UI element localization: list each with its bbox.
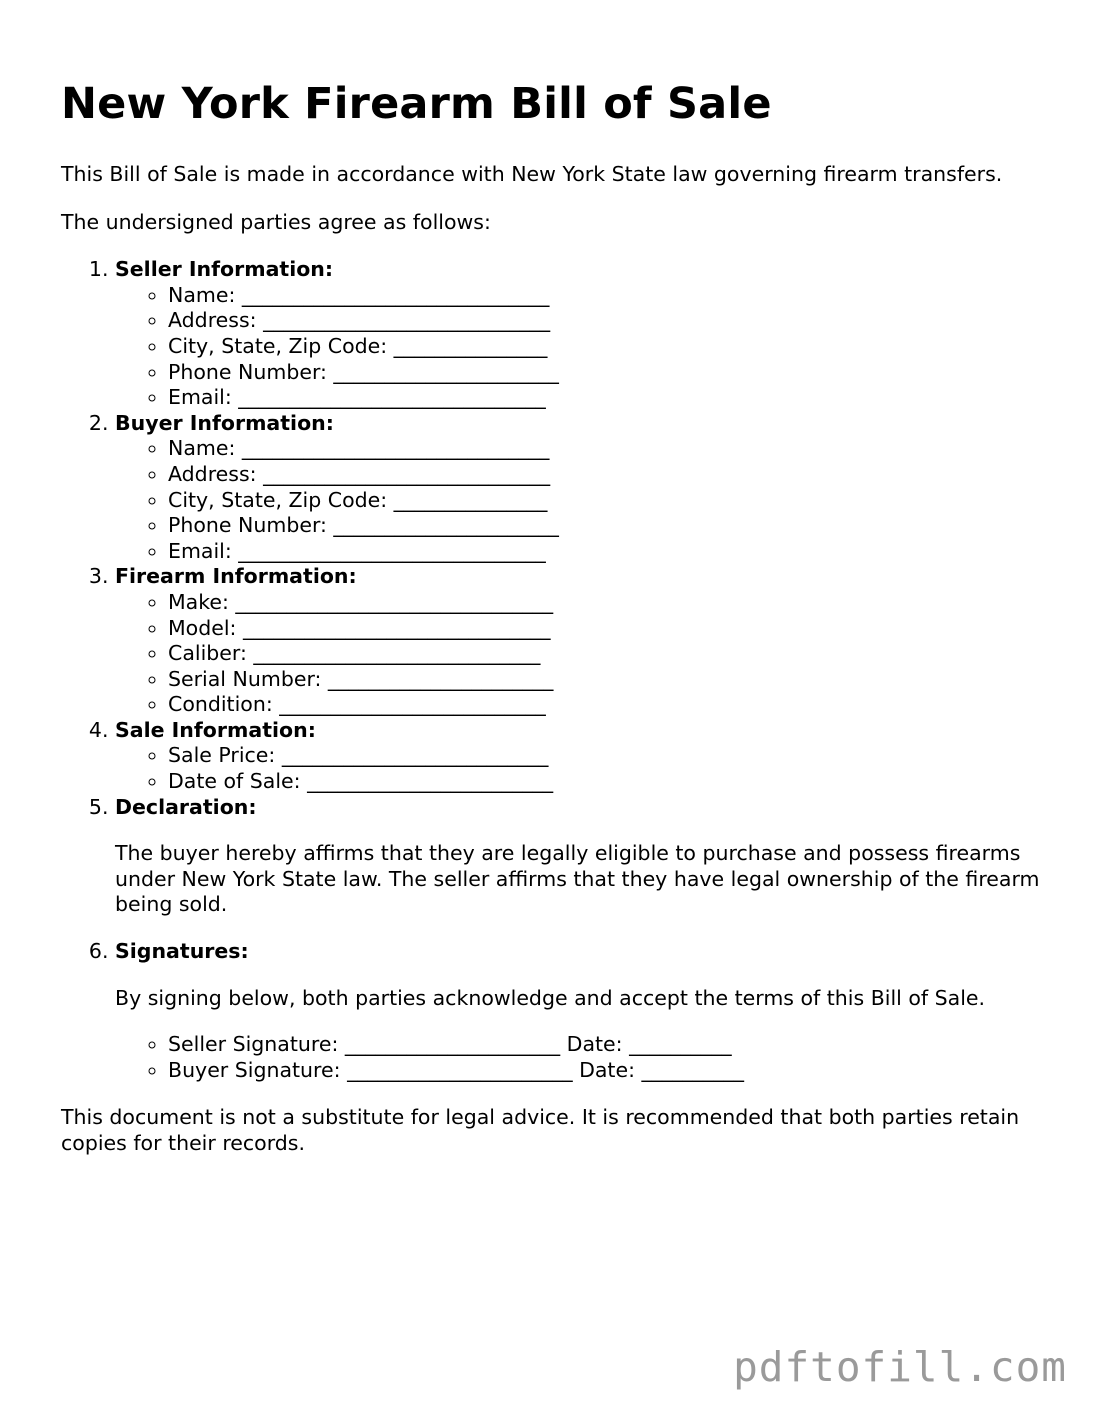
seller-city-state-zip-field[interactable]: ◦ City, State, Zip Code: _______________ [168,334,1041,360]
watermark: pdftofill.com [733,1343,1067,1391]
section-firearm [115,564,1041,718]
sale-date-field[interactable]: ◦ Date of Sale: ________________________ [168,769,1041,795]
buyer-name-field[interactable]: ◦ Name: ______________________________ [168,436,1041,462]
firearm-model-field[interactable]: ◦ Model: ______________________________ [168,616,1041,642]
buyer-fields [115,436,1041,564]
seller-email-field[interactable]: ◦ Email: ______________________________ [168,385,1041,411]
document-page [61,78,1041,1179]
seller-signature-field[interactable]: ◦ Seller Signature: _____________________ Date: __________ [168,1032,1041,1058]
firearm-condition-field[interactable]: ◦ Condition: __________________________ [168,692,1041,718]
sections-list [61,257,1041,1083]
section-declaration [115,795,1041,918]
section-title: Firearm Information: [115,564,357,589]
seller-name-field[interactable]: ◦ Name: ______________________________ [168,283,1041,309]
firearm-fields [115,590,1041,718]
section-title: Sale Information: [115,717,316,742]
section-buyer [115,411,1041,565]
firearm-caliber-field[interactable]: ◦ Caliber: ____________________________ [168,641,1041,667]
agreement-paragraph: The undersigned parties agree as follows: [61,209,491,234]
section-signatures [115,939,1041,1083]
seller-phone-field[interactable]: ◦ Phone Number: ______________________ [168,360,1041,386]
firearm-serial-field[interactable]: ◦ Serial Number: ______________________ [168,667,1041,693]
section-sale [115,718,1041,795]
signatures-text: By signing below, both parties acknowledge and accept the terms of this Bill of Sale. [115,985,986,1010]
declaration-text: The buyer hereby affirms that they are legally eligible to purchase and possess firearms under New York State law. The seller affirms that they have legal ownership of the firearm being sold. [115,841,1040,917]
section-seller [115,257,1041,411]
section-title: Seller Information: [115,257,334,282]
signature-fields [115,1032,1041,1083]
document-title: New York Firearm Bill of Sale [61,79,772,129]
sale-fields [115,743,1041,794]
section-title: Signatures: [115,939,249,964]
intro-paragraph: This Bill of Sale is made in accordance with New York State law governing firearm transfers. [61,162,1003,186]
section-title: Declaration: [115,794,257,819]
buyer-email-field[interactable]: ◦ Email: ______________________________ [168,539,1041,565]
section-title: Buyer Information: [115,410,334,435]
sale-price-field[interactable]: ◦ Sale Price: __________________________ [168,743,1041,769]
buyer-address-field[interactable]: ◦ Address: ____________________________ [168,462,1041,488]
buyer-signature-field[interactable]: ◦ Buyer Signature: ______________________ Date: __________ [168,1058,1041,1084]
buyer-city-state-zip-field[interactable]: ◦ City, State, Zip Code: _______________ [168,488,1041,514]
seller-address-field[interactable]: ◦ Address: ____________________________ [168,308,1041,334]
firearm-make-field[interactable]: ◦ Make: _______________________________ [168,590,1041,616]
seller-fields [115,283,1041,411]
disclaimer-paragraph: This document is not a substitute for legal advice. It is recommended that both parties retain copies for their records. [61,1105,1020,1155]
buyer-phone-field[interactable]: ◦ Phone Number: ______________________ [168,513,1041,539]
